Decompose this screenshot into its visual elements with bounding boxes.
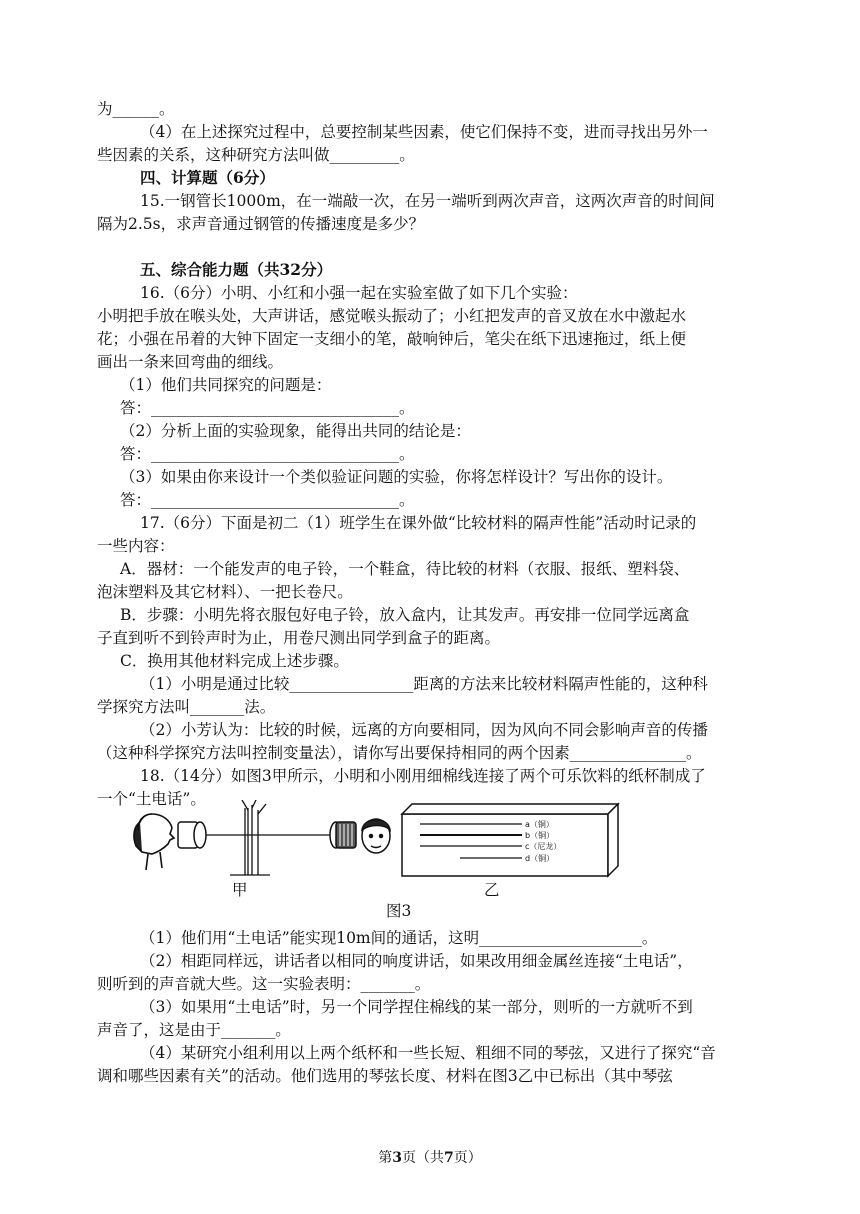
string-board [402,804,618,876]
text-line: 小明把手放在喉头处，大声讲话，感觉喉头振动了；小红把发声的音叉放在水中激起水 [97,307,687,325]
text-line: （4）某研究小组利用以上两个纸杯和一些长短、粗细不同的琴弦，又进行了探究“音 [140,1044,716,1062]
text-line: （1）他们用“土电话”能实现10m间的通话，这明_____________________。 [140,929,658,947]
text-line: 子直到听不到铃声时为止，用卷尺测出同学到盒子的距离。 [97,629,501,647]
text-line: 四、计算题（6分） [140,168,275,187]
footer-mid: 页（共 [402,1150,444,1166]
text-line: （4）在上述探究过程中，总要控制某些因素，使它们保持不变，进而寻找出另外一 [140,123,708,141]
string-label-c: c（尼龙） [525,842,562,851]
text-line: A．器材：一个能发声的电子铃，一个鞋盒，待比较的材料（衣服、报纸、塑料袋、 [120,560,690,578]
text-line: （1）小明是通过比较________________距离的方法来比较材料隔声性能的，这种科 [140,675,708,693]
text-line: （1）他们共同探究的问题是： [120,376,332,394]
footer-prefix: 第 [378,1150,393,1166]
text-line: 15.一钢管长1000m，在一端敲一次，在另一端听到两次声音，这两次声音的时间间 [140,192,715,210]
text-line: 答：________________________________。 [120,491,415,509]
figure-3 [130,800,750,900]
text-line: 17.（6分）下面是初二（1）班学生在课外做“比较材料的隔声性能”活动时记录的 [140,514,697,532]
text-line: 18.（14分）如图3甲所示，小明和小刚用细棉线连接了两个可乐饮料的纸杯制成了 [140,767,706,785]
text-line: （2）小芳认为：比较的时候，远离的方向要相同，因为风向不同会影响声音的传播 [140,721,708,739]
text-line: 16.（6分）小明、小红和小强一起在实验室做了如下几个实验： [140,284,578,302]
page-footer [0,1147,860,1167]
text-line: 泡沫塑料及其它材料）、一把长卷尺。 [97,583,353,601]
footer-total-pages: 7 [444,1150,454,1166]
figure-3-drawing [130,800,750,900]
text-line: C．换用其他材料完成上述步骤。 [120,652,349,670]
text-line: 五、综合能力题（共32分） [140,260,333,279]
text-line: 些因素的关系，这种研究方法叫做_________。 [97,146,415,164]
text-line: 声音了，这是由于_______。 [97,1021,291,1039]
string-label-d: d（铜） [525,854,555,863]
footer-page-number: 3 [392,1150,402,1166]
text-line: （2）相距同样远，讲话者以相同的响度讲话，如果改用细金属丝连接“土电话”， [140,952,693,970]
string-label-a: a（铜） [525,820,554,829]
string-label-b: b（铜） [525,831,555,840]
text-line: 隔为2.5s，求声音通过钢管的传播速度是多少？ [97,215,425,233]
text-line: 为______。 [97,100,175,118]
text-line: 学探究方法叫_______法。 [97,698,276,716]
figure-label-yi: 乙 [484,881,500,899]
text-line: 花；小强在吊着的大钟下固定一支细小的笔，敲响钟后，笔尖在纸下迅速拖过，纸上便 [97,330,687,348]
text-line: B．步骤：小明先将衣服包好电子铃，放入盒内，让其发声。再安排一位同学远离盒 [120,606,690,624]
boy-figure [362,819,390,853]
paper-cup-left [178,822,206,848]
figure-label-jia: 甲 [232,881,248,899]
text-line: （3）如果用“土电话”时，另一个同学捏住棉线的某一部分，则听的一方就听不到 [140,998,693,1016]
text-line: 答：________________________________。 [120,399,415,417]
figure-caption: 图3 [386,902,412,920]
text-line: 一个“土电话”。 [97,790,206,808]
girl-figure [134,814,174,870]
footer-suffix: 页） [453,1150,482,1166]
text-line: 一些内容： [97,537,175,555]
text-line: 调和哪些因素有关”的活动。他们选用的琴弦长度、材料在图3乙中已标出（其中琴弦 [97,1067,673,1085]
paper-cup-right [330,822,356,848]
text-line: 则听到的声音就大些。这一实验表明：_______。 [97,975,431,993]
text-line: 答：________________________________。 [120,445,415,463]
tree-figure [230,800,270,875]
text-line: （这种科学探究方法叫控制变量法），请你写出要保持相同的两个因素_______________。 [97,744,702,762]
text-line: （3）如果由你来设计一个类似验证问题的实验，你将怎样设计？写出你的设计。 [120,468,673,486]
text-line: 画出一条来回弯曲的细线。 [97,353,284,371]
text-line: （2）分析上面的实验现象，能得出共同的结论是： [120,422,471,440]
